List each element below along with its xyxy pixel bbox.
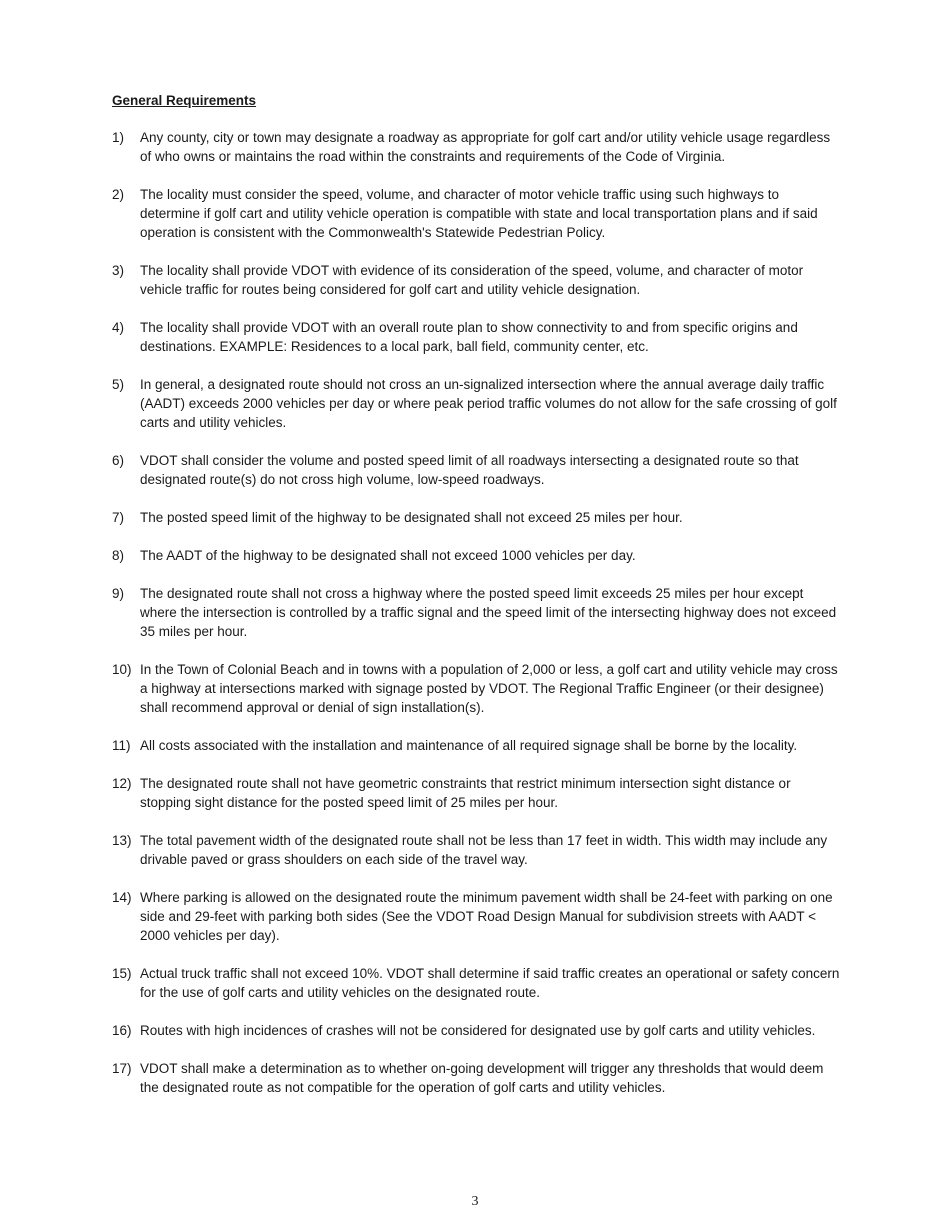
item-number: 11) [112,738,131,753]
list-item [112,185,842,242]
list-item [112,831,842,869]
item-text: Actual truck traffic shall not exceed 10%. VDOT shall determine if said traffic creates an operational or safety concern for the use of golf carts and utility vehicles on the designated route. [140,966,840,1000]
list-item [112,888,842,945]
item-text: Any county, city or town may designate a roadway as appropriate for golf cart and/or utility vehicle usage regardless of who owns or maintains the road within the constraints and requirements of the Code of Virginia. [140,130,831,164]
item-text: The locality shall provide VDOT with an overall route plan to show connectivity to and from specific origins and destinations. EXAMPLE: Residences to a local park, ball field, community center, etc. [140,320,798,354]
item-text: The total pavement width of the designated route shall not be less than 17 feet in width. This width may include any drivable paved or grass shoulders on each side of the travel way. [140,833,828,867]
list-item [112,261,842,299]
item-text: All costs associated with the installation and maintenance of all required signage shall be borne by the locality. [140,738,798,753]
list-item [112,736,842,755]
item-number: 6) [112,453,125,468]
item-number: 9) [112,586,125,601]
item-text: The designated route shall not have geometric constraints that restrict minimum intersection sight distance or stopping sight distance for the posted speed limit of 25 miles per hour. [140,776,791,810]
item-text: Where parking is allowed on the designated route the minimum pavement width shall be 24-feet with parking on one side and 29-feet with parking both sides (See the VDOT Road Design Manual for subdivision streets with AADT < 2000 vehicles per day). [140,890,833,943]
document-page [112,91,842,1116]
list-item [112,964,842,1002]
item-number: 2) [112,187,125,202]
item-number: 7) [112,510,125,525]
list-item [112,546,842,565]
item-number: 16) [112,1023,132,1038]
item-text: In general, a designated route should not cross an un-signalized intersection where the annual average daily traffic (AADT) exceeds 2000 vehicles per day or where peak period traffic volumes do not allow for the safe crossing of golf carts and utility vehicles. [140,377,837,430]
page-number: 3 [471,1194,479,1209]
list-item [112,660,842,717]
list-item [112,584,842,641]
list-item [112,375,842,432]
item-text: The locality must consider the speed, volume, and character of motor vehicle traffic using such highways to determine if golf cart and utility vehicle operation is compatible with state and local transportation plans and if said operation is consistent with the Commonwealth's Statewide Pedestrian Policy. [140,187,818,240]
item-number: 14) [112,890,132,905]
item-text: The posted speed limit of the highway to be designated shall not exceed 25 miles per hour. [140,510,683,525]
item-number: 12) [112,776,132,791]
list-item [112,318,842,356]
section-heading: General Requirements [112,93,257,108]
list-item [112,508,842,527]
list-item [112,1021,842,1040]
list-item [112,128,842,166]
item-text: VDOT shall make a determination as to whether on-going development will trigger any thresholds that would deem the designated route as not compatible for the operation of golf carts and utility vehicles. [140,1061,824,1095]
item-number: 4) [112,320,125,335]
list-item [112,1059,842,1097]
item-number: 1) [112,130,125,145]
item-text: The AADT of the highway to be designated shall not exceed 1000 vehicles per day. [140,548,636,563]
item-number: 15) [112,966,132,981]
item-number: 17) [112,1061,132,1076]
item-text: Routes with high incidences of crashes will not be considered for designated use by golf carts and utility vehicles. [140,1023,816,1038]
list-item [112,774,842,812]
list-item [112,451,842,489]
item-text: The locality shall provide VDOT with evidence of its consideration of the speed, volume, and character of motor vehicle traffic for routes being considered for golf cart and utility vehicle designation. [140,263,804,297]
item-number: 3) [112,263,125,278]
item-text: In the Town of Colonial Beach and in towns with a population of 2,000 or less, a golf cart and utility vehicle may cross a highway at intersections marked with signage posted by VDOT. The Regional Traffic Engineer (or their designee) shall recommend approval or denial of sign installation(s). [140,662,838,715]
item-number: 8) [112,548,125,563]
item-text: The designated route shall not cross a highway where the posted speed limit exceeds 25 miles per hour except where the intersection is controlled by a traffic signal and the speed limit of the intersecting highway does not exceed 35 miles per hour. [140,586,837,639]
item-number: 13) [112,833,132,848]
item-text: VDOT shall consider the volume and posted speed limit of all roadways intersecting a designated route so that designated route(s) do not cross high volume, low-speed roadways. [140,453,799,487]
item-number: 10) [112,662,132,677]
item-number: 5) [112,377,125,392]
requirements-list [112,128,842,1097]
